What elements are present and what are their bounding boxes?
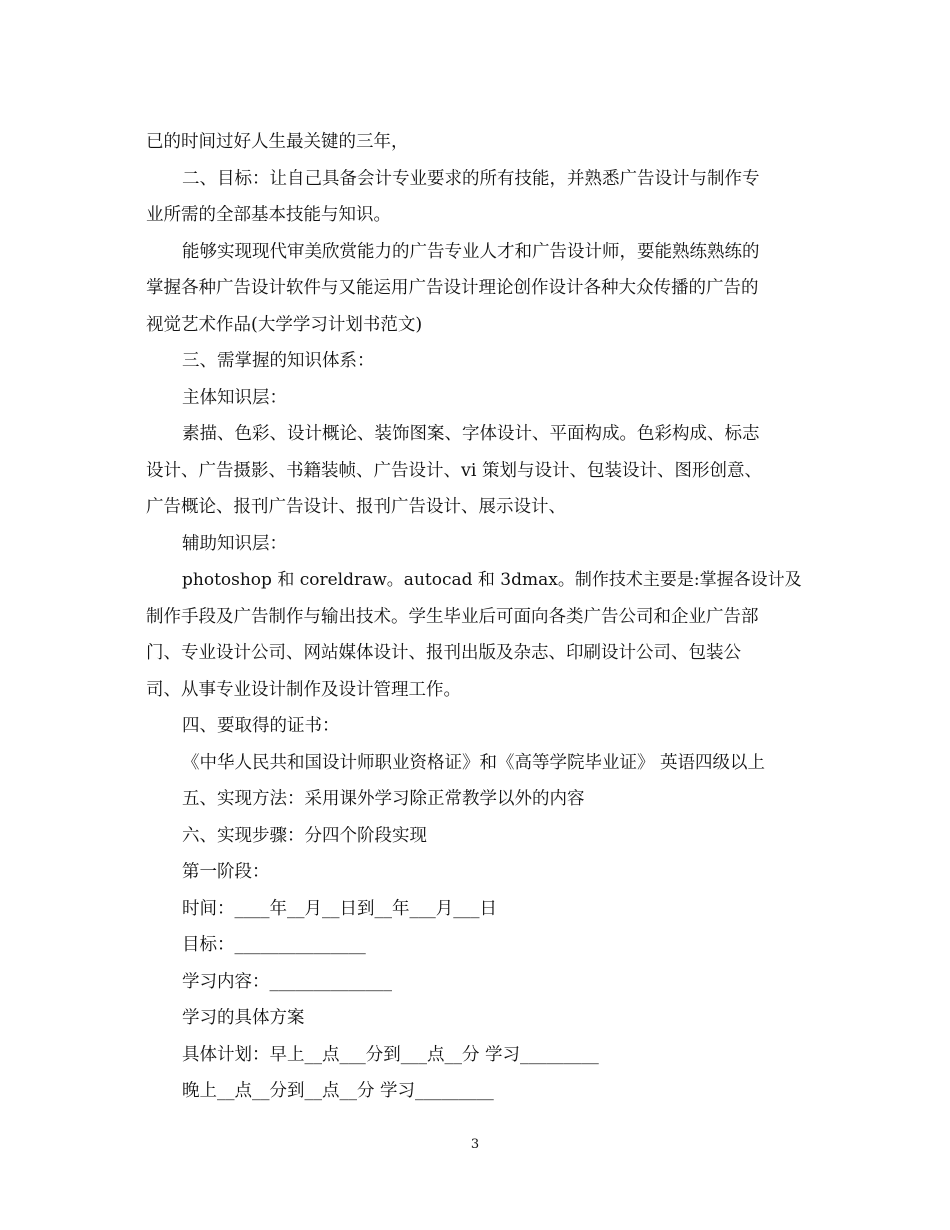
text-line: 已的时间过好人生最关键的三年， [146,132,409,152]
text-line: 司、从事专业设计制作及设计管理工作。 [146,679,461,700]
form-line-goal: 目标：_______________ [182,935,366,955]
text-line: photoshop 和 coreldraw。autocad 和 3dmax。制作技术主要是:掌握各设计及 [182,570,802,590]
form-line-morning-plan: 具体计划：早上__点___分到___点__分 学习_________ [182,1044,599,1065]
section-heading: 三、需掌握的知识体系： [182,351,375,371]
section-heading: 五、实现方法：采用课外学习除正常教学以外的内容 [182,789,585,809]
text-line: 门、专业设计公司、网站媒体设计、报刊出版及杂志、印刷设计公司、包装公 [146,643,741,663]
text-line: 二、目标：让自己具备会计专业要求的所有技能，并熟悉广告设计与制作专 [182,168,760,189]
stage-heading: 第一阶段： [182,862,270,882]
subsection-heading: 主体知识层： [182,387,287,408]
document-body [146,124,806,1110]
text-line: 能够实现现代审美欣赏能力的广告专业人才和广告设计师，要能熟练熟练的 [182,241,760,262]
text-line: 《中华人民共和国设计师职业资格证》和《高等学院毕业证》 英语四级以上 [182,752,766,773]
form-line-time: 时间：____年__月__日到__年___月___日 [182,898,497,919]
text-line: 素描、色彩、设计概论、装饰图案、字体设计、平面构成。色彩构成、标志 [182,424,760,444]
subsection-heading: 辅助知识层： [182,533,287,554]
text-line: 视觉艺术作品(大学学习计划书范文) [146,314,423,335]
text-line: 学习的具体方案 [182,1008,305,1028]
form-line-evening-plan: 晚上__点__分到__点__分 学习_________ [182,1081,494,1101]
form-line-content: 学习内容：______________ [182,971,392,992]
page-number: 3 [470,1137,480,1152]
section-heading: 四、要取得的证书： [182,716,340,736]
section-heading: 六、实现步骤：分四个阶段实现 [182,825,427,846]
text-line: 制作手段及广告制作与输出技术。学生毕业后可面向各类广告公司和企业广告部 [146,606,759,627]
text-line: 业所需的全部基本技能与知识。 [146,205,391,225]
text-line: 设计、广告摄影、书籍装帧、广告设计、vi 策划与设计、包装设计、图形创意、 [146,460,763,481]
text-line: 广告概论、报刊广告设计、报刊广告设计、展示设计、 [146,497,566,517]
text-line: 掌握各种广告设计软件与又能运用广告设计理论创作设计各种大众传播的广告的 [146,278,759,298]
